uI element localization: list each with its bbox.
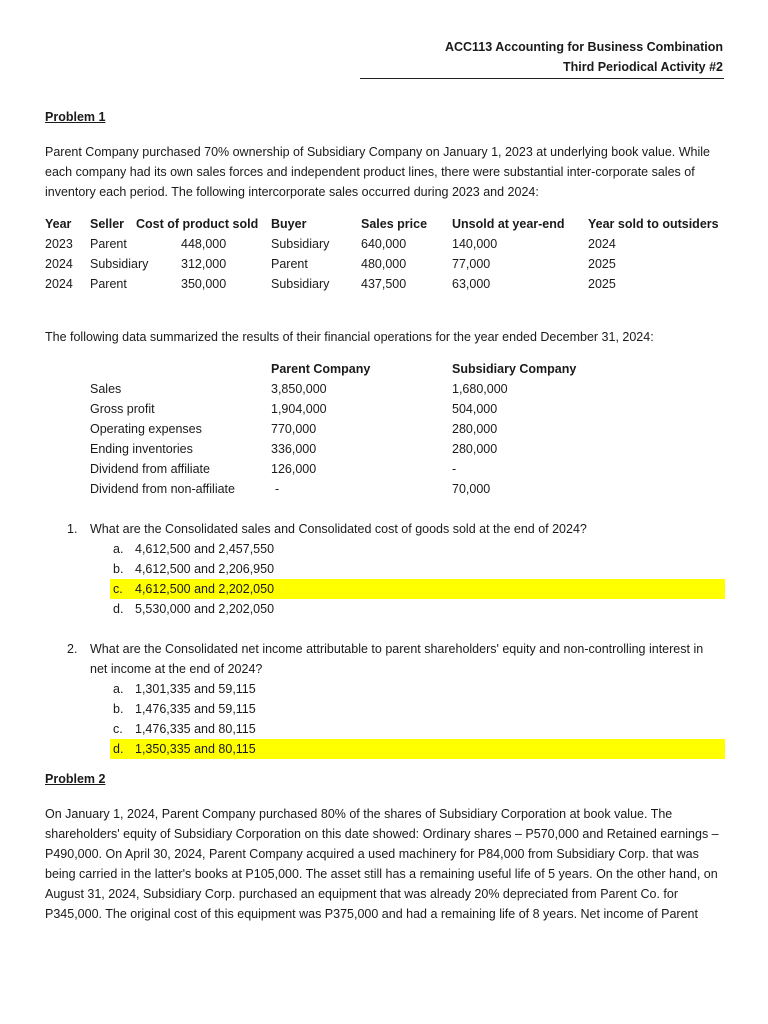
option-text: 4,612,500 and 2,206,950 bbox=[135, 562, 275, 576]
problem-1-intro: Parent Company purchased 70% ownership of Subsidiary Company on January 1, 2023 at underlying book value. While each company had its own sales forces and independent product lines, there were substantial inter-corporate sales of inventory each period. The following intercorporate sales occurred during 2023 and 2024: bbox=[45, 145, 710, 199]
table-cell: 2023 bbox=[45, 237, 73, 251]
option-text: 1,476,335 and 59,115 bbox=[135, 702, 256, 716]
option-letter: a. bbox=[113, 682, 124, 696]
table-cell: 770,000 bbox=[271, 422, 317, 436]
table-cell: Parent bbox=[90, 237, 127, 251]
table-cell: 480,000 bbox=[361, 257, 407, 271]
question-number: 1. bbox=[67, 522, 78, 536]
table-cell: 336,000 bbox=[271, 442, 317, 456]
table-row bbox=[0, 379, 768, 399]
table-cell: Subsidiary bbox=[271, 277, 330, 291]
answer-option bbox=[110, 699, 725, 719]
row-label: Ending inventories bbox=[90, 442, 193, 456]
table-cell: Subsidiary bbox=[90, 257, 149, 271]
table-row bbox=[0, 439, 768, 459]
table-cell: 2024 bbox=[45, 277, 73, 291]
table-row bbox=[0, 254, 768, 274]
question-text: What are the Consolidated net income attributable to parent shareholders' equity and non-controlling interest in net income at the end of 2024? bbox=[90, 642, 704, 676]
answer-option bbox=[110, 599, 725, 619]
table-cell: 280,000 bbox=[452, 442, 498, 456]
table-cell: 2025 bbox=[588, 277, 616, 291]
table-cell: 280,000 bbox=[452, 422, 498, 436]
problem-1-heading: Problem 1 bbox=[45, 110, 106, 124]
document-header bbox=[445, 37, 723, 77]
option-letter: b. bbox=[113, 562, 124, 576]
answer-option-highlighted bbox=[110, 739, 725, 759]
table-cell: 350,000 bbox=[181, 277, 227, 291]
table-row bbox=[0, 459, 768, 479]
question-text: What are the Consolidated sales and Consolidated cost of goods sold at the end of 2024? bbox=[90, 522, 587, 536]
col-header: Seller bbox=[90, 217, 125, 231]
question-number: 2. bbox=[67, 642, 78, 656]
answer-option bbox=[110, 679, 725, 699]
answer-option bbox=[110, 559, 725, 579]
table-cell: 312,000 bbox=[181, 257, 227, 271]
option-text: 1,476,335 and 80,115 bbox=[135, 722, 256, 736]
table-cell: - bbox=[275, 482, 280, 496]
answer-option bbox=[110, 719, 725, 739]
table-cell: 1,680,000 bbox=[452, 382, 508, 396]
table-row bbox=[0, 274, 768, 294]
answer-option-highlighted bbox=[110, 579, 725, 599]
table-row bbox=[0, 399, 768, 419]
option-letter: c. bbox=[113, 722, 123, 736]
table-row bbox=[0, 234, 768, 254]
table-cell: 1,904,000 bbox=[271, 402, 327, 416]
col-header: Buyer bbox=[271, 217, 307, 231]
table-cell: 126,000 bbox=[271, 462, 317, 476]
results-header-row bbox=[0, 359, 768, 379]
table-cell: 70,000 bbox=[452, 482, 491, 496]
table-cell: 2024 bbox=[45, 257, 73, 271]
option-letter: d. bbox=[113, 602, 124, 616]
results-intro: The following data summarized the results of their financial operations for the year ended December 31, 2024: bbox=[45, 330, 654, 344]
activity-title: Third Periodical Activity #2 bbox=[562, 60, 723, 74]
table-row bbox=[0, 479, 768, 499]
option-letter: a. bbox=[113, 542, 124, 556]
col-header: Year bbox=[45, 217, 72, 231]
option-text: 4,612,500 and 2,457,550 bbox=[135, 542, 275, 556]
problem-2-heading: Problem 2 bbox=[45, 772, 106, 786]
option-text: 4,612,500 and 2,202,050 bbox=[135, 582, 275, 596]
course-title: ACC113 Accounting for Business Combination bbox=[444, 40, 723, 54]
table-cell: Subsidiary bbox=[271, 237, 330, 251]
option-text: 1,350,335 and 80,115 bbox=[135, 742, 256, 756]
option-letter: d. bbox=[113, 742, 124, 756]
option-text: 1,301,335 and 59,115 bbox=[135, 682, 256, 696]
col-header: Sales price bbox=[361, 217, 428, 231]
table-cell: 437,500 bbox=[361, 277, 407, 291]
table-cell: - bbox=[452, 462, 457, 476]
col-header: Cost of product sold bbox=[136, 217, 259, 231]
row-label: Dividend from affiliate bbox=[90, 462, 210, 476]
table-cell: 3,850,000 bbox=[271, 382, 327, 396]
problem-2-intro: On January 1, 2024, Parent Company purchased 80% of the shares of Subsidiary Corporation at book value. The shareholders' equity of Subsidiary Corporation on this date showed: Ordinary shares – P570,000 and Retained earnings – P490,000. On April 30, 2024, Parent Company acquired a used machinery for P84,000 from Subsidiary Corp. that was being carried in the latter's books at P105,000. The asset still has a remaining useful life of 5 years. On the other hand, on August 31, 2024, Subsidiary Corp. purchased an equipment that was already 20% depreciated from Parent Co. for P345,000. The original cost of this equipment was P375,000 and had a remaining life of 8 years. Net income of Parent bbox=[45, 807, 719, 921]
table-cell: Parent bbox=[90, 277, 127, 291]
table-cell: 2025 bbox=[588, 257, 616, 271]
row-label: Gross profit bbox=[90, 402, 155, 416]
col-header: Unsold at year-end bbox=[452, 217, 565, 231]
table-cell: 2024 bbox=[588, 237, 616, 251]
sales-table-header-row bbox=[0, 214, 768, 234]
option-letter: b. bbox=[113, 702, 124, 716]
table-cell: 63,000 bbox=[452, 277, 491, 291]
table-row bbox=[0, 419, 768, 439]
row-label: Sales bbox=[90, 382, 122, 396]
col-header: Year sold to outsiders bbox=[588, 217, 719, 231]
header-divider bbox=[360, 78, 724, 79]
table-cell: 640,000 bbox=[361, 237, 407, 251]
row-label: Operating expenses bbox=[90, 422, 202, 436]
col-header: Parent Company bbox=[271, 362, 371, 376]
option-text: 5,530,000 and 2,202,050 bbox=[135, 602, 275, 616]
table-cell: 77,000 bbox=[452, 257, 491, 271]
table-cell: 504,000 bbox=[452, 402, 498, 416]
answer-option bbox=[110, 539, 725, 559]
table-cell: Parent bbox=[271, 257, 308, 271]
table-cell: 448,000 bbox=[181, 237, 227, 251]
col-header: Subsidiary Company bbox=[452, 362, 577, 376]
row-label: Dividend from non-affiliate bbox=[90, 482, 235, 496]
option-letter: c. bbox=[113, 582, 123, 596]
table-cell: 140,000 bbox=[452, 237, 498, 251]
